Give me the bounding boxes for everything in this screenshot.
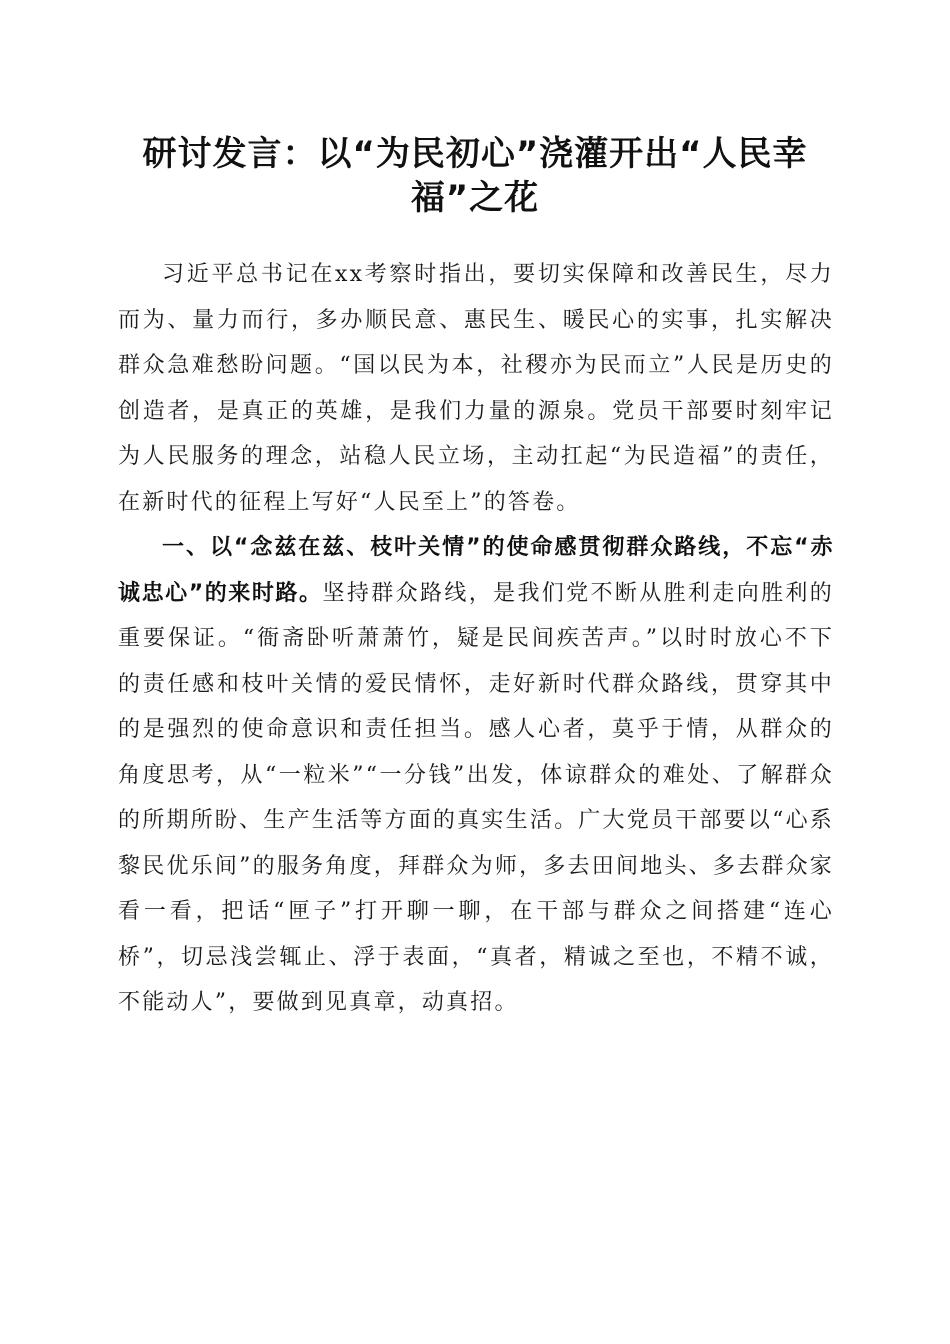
section-1-heading: 一、以“念兹在兹、枝叶关情”的使命感贯彻群众路线，不忘“赤诚忠心”的来时路。 xyxy=(118,535,834,606)
document-title xyxy=(110,132,840,220)
section-1-paragraph xyxy=(118,525,834,1026)
intro-paragraph: 习近平总书记在xx考察时指出，要切实保障和改善民生，尽力而为、量力而行，多办顺民意、惠民生、暖民心的实事，扎实解决群众急难愁盼问题。“国以民为本，社稷亦为民而立”人民是历史的创造者，是真正的英雄，是我们力量的源泉。党员干部要时刻牢记为人民服务的理念，站稳人民立场，主动扛起“为民造福”的责任，在新时代的征程上写好“人民至上”的答卷。 xyxy=(118,262,834,515)
title-line-2: 福”之花 xyxy=(410,178,540,218)
section-1-body: 坚持群众路线，是我们党不断从胜利走向胜利的重要保证。“衙斋卧听萧萧竹，疑是民间疾苦声。”以时时放心不下的责任感和枝叶关情的爱民情怀，走好新时代群众路线，贯穿其中的是强烈的使命意识和责任担当。感人心者，莫乎于情，从群众的角度思考，从“一粒米”“一分钱”出发，体谅群众的难处、了解群众的所期所盼、生产生活等方面的真实生活。广大党员干部要以“心系黎民优乐间”的服务角度，拜群众为师，多去田间地头、多去群众家看一看，把话“匣子”打开聊一聊，在干部与群众之间搭建“连心桥”，切忌浅尝辄止、浮于表面，“真者，精诚之至也，不精不诚，不能动人”，要做到见真章，动真招。 xyxy=(118,580,834,1015)
title-line-1: 研讨发言：以“为民初心”浇灌开出“人民幸 xyxy=(142,134,808,174)
document-body xyxy=(118,252,834,1026)
